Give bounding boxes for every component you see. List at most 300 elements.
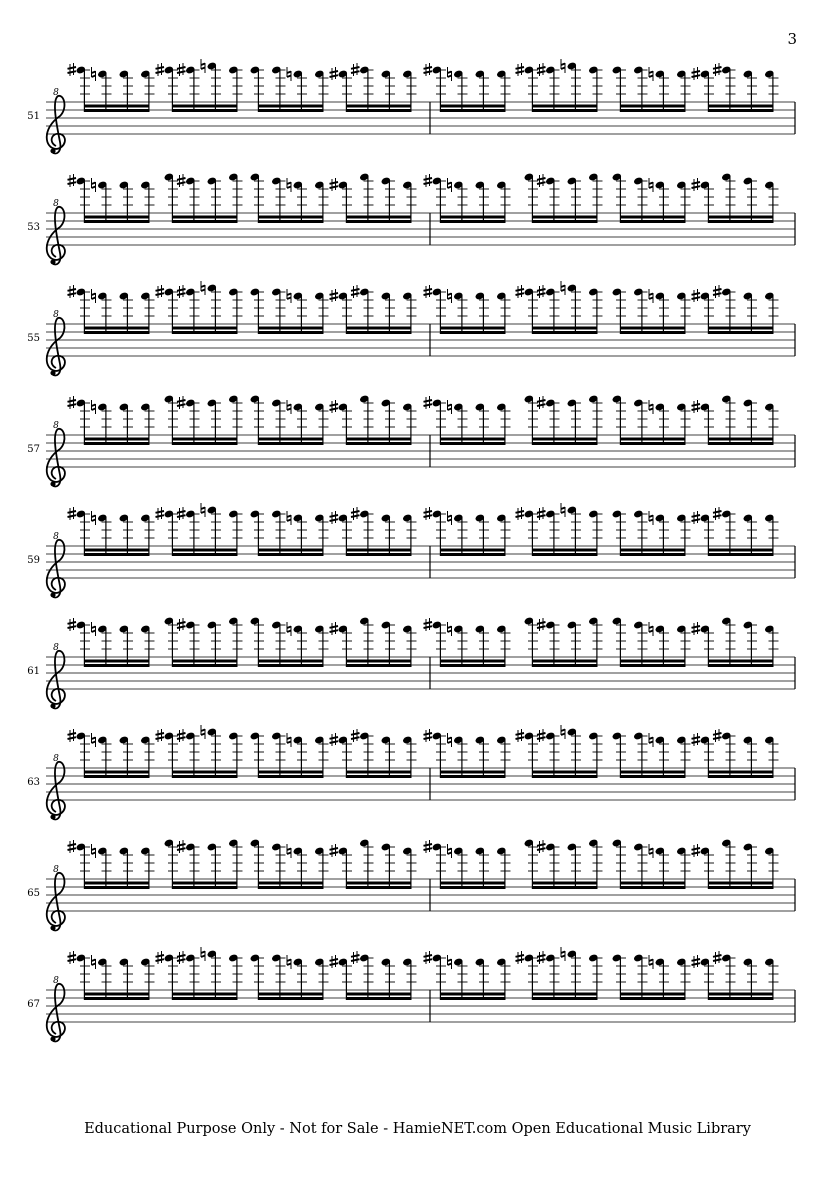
sharp-icon [351, 511, 360, 513]
sharp-icon [68, 515, 77, 517]
measure-number: 61 [27, 666, 40, 677]
sharp-icon [156, 733, 165, 735]
natural-icon [92, 405, 96, 407]
beam [258, 549, 323, 552]
beam [172, 442, 237, 445]
sharp-icon [177, 955, 186, 957]
beam [172, 660, 237, 663]
natural-icon [201, 68, 205, 70]
beam [620, 882, 685, 885]
sharp-icon [68, 848, 77, 850]
sharp-icon [156, 71, 165, 73]
natural-icon [649, 960, 653, 962]
natural-icon [448, 964, 452, 966]
sharp-icon [177, 67, 186, 69]
sharp-icon [692, 852, 701, 854]
beam [532, 216, 597, 219]
sharp-icon [537, 737, 546, 739]
sharp-icon [516, 67, 525, 69]
natural-icon [287, 183, 291, 185]
sharp-icon [424, 71, 433, 73]
natural-icon [92, 76, 96, 78]
natural-icon [448, 853, 452, 855]
beam [172, 771, 237, 774]
natural-icon [287, 405, 291, 407]
natural-icon [649, 405, 653, 407]
natural-icon [561, 286, 565, 288]
sharp-icon [351, 955, 360, 957]
beam [84, 109, 149, 112]
natural-icon [649, 520, 653, 522]
sharp-icon [330, 519, 339, 521]
sharp-icon [713, 293, 722, 295]
sharp-icon [537, 848, 546, 850]
sharp-icon [424, 178, 433, 180]
sharp-icon [330, 959, 339, 961]
sharp-icon [537, 400, 546, 402]
sharp-icon [156, 515, 165, 517]
natural-icon [201, 508, 205, 510]
beam [440, 331, 505, 334]
beam [708, 327, 773, 330]
sharp-icon [68, 737, 77, 739]
sharp-icon [177, 178, 186, 180]
ottava-label: 8 [53, 754, 59, 764]
natural-icon [649, 183, 653, 185]
sharp-icon [692, 630, 701, 632]
beam [258, 660, 323, 663]
beam [440, 993, 505, 996]
beam [620, 664, 685, 667]
sharp-icon [692, 182, 701, 184]
beam [258, 105, 323, 108]
natural-icon [448, 738, 452, 740]
natural-icon [561, 68, 565, 70]
beam [258, 442, 323, 445]
natural-icon [287, 294, 291, 296]
sharp-icon [537, 959, 546, 961]
sharp-icon [177, 400, 186, 402]
beam [172, 105, 237, 108]
natural-icon [201, 290, 205, 292]
sharp-icon [713, 733, 722, 735]
sharp-icon [156, 293, 165, 295]
natural-icon [649, 738, 653, 740]
beam [346, 775, 411, 778]
natural-icon [561, 512, 565, 514]
natural-icon [92, 72, 96, 74]
sharp-icon [424, 959, 433, 961]
measure-number: 57 [27, 444, 40, 455]
staff-system [27, 947, 795, 1042]
natural-icon [561, 64, 565, 66]
staff-system [27, 172, 795, 264]
sharp-icon [537, 71, 546, 73]
natural-icon [649, 627, 653, 629]
sharp-icon [537, 733, 546, 735]
natural-icon [448, 187, 452, 189]
beam [620, 216, 685, 219]
beam [532, 993, 597, 996]
beam [258, 997, 323, 1000]
natural-icon [201, 730, 205, 732]
measure-number: 65 [27, 888, 40, 899]
beam [346, 882, 411, 885]
beam [708, 216, 773, 219]
beam [440, 771, 505, 774]
sharp-icon [537, 844, 546, 846]
natural-icon [92, 738, 96, 740]
beam [346, 664, 411, 667]
sharp-icon [713, 737, 722, 739]
beam [84, 553, 149, 556]
sharp-icon [537, 178, 546, 180]
sharp-icon [177, 511, 186, 513]
treble-clef-icon [47, 207, 65, 265]
beam [258, 109, 323, 112]
sharp-icon [68, 400, 77, 402]
natural-icon [649, 298, 653, 300]
beam [708, 775, 773, 778]
sharp-icon [177, 182, 186, 184]
sharp-icon [537, 289, 546, 291]
beam [620, 886, 685, 889]
treble-clef-icon [50, 593, 55, 598]
beam [84, 442, 149, 445]
measure-number: 51 [27, 111, 40, 122]
beam [440, 882, 505, 885]
sharp-icon [424, 955, 433, 957]
natural-icon [649, 964, 653, 966]
beam [84, 105, 149, 108]
sharp-icon [177, 733, 186, 735]
beam [532, 660, 597, 663]
beam [346, 220, 411, 223]
treble-clef-icon [47, 540, 65, 598]
sharp-icon [692, 626, 701, 628]
sharp-icon [692, 848, 701, 850]
natural-icon [448, 294, 452, 296]
beam [84, 997, 149, 1000]
beam [258, 993, 323, 996]
beam [346, 442, 411, 445]
natural-icon [561, 508, 565, 510]
beam [532, 771, 597, 774]
beam [346, 771, 411, 774]
treble-clef-icon [50, 926, 55, 931]
beam [532, 438, 597, 441]
sharp-icon [330, 408, 339, 410]
sharp-icon [68, 733, 77, 735]
natural-icon [561, 290, 565, 292]
beam [620, 775, 685, 778]
natural-icon [649, 187, 653, 189]
sharp-icon [692, 408, 701, 410]
sharp-icon [330, 186, 339, 188]
beam [172, 664, 237, 667]
staff-system [27, 59, 795, 154]
beam [346, 105, 411, 108]
sharp-icon [537, 511, 546, 513]
sharp-icon [537, 626, 546, 628]
beam [440, 216, 505, 219]
treble-clef-icon [47, 318, 65, 376]
sharp-icon [713, 511, 722, 513]
beam [532, 331, 597, 334]
beam [84, 438, 149, 441]
sharp-icon [424, 293, 433, 295]
beam [84, 660, 149, 663]
sharp-icon [177, 293, 186, 295]
sharp-icon [156, 737, 165, 739]
natural-icon [287, 738, 291, 740]
natural-icon [561, 952, 565, 954]
beam [84, 331, 149, 334]
natural-icon [649, 631, 653, 633]
sharp-icon [68, 293, 77, 295]
sharp-icon [330, 741, 339, 743]
sharp-icon [692, 71, 701, 73]
beam [532, 997, 597, 1000]
sharp-icon [330, 737, 339, 739]
beam [708, 993, 773, 996]
staff-system [27, 725, 795, 820]
sharp-icon [156, 959, 165, 961]
sharp-icon [537, 67, 546, 69]
ottava-label: 8 [53, 643, 59, 653]
beam [620, 771, 685, 774]
sharp-icon [351, 733, 360, 735]
beam [532, 220, 597, 223]
sharp-icon [68, 71, 77, 73]
beam [172, 886, 237, 889]
beam [258, 882, 323, 885]
beam [172, 775, 237, 778]
staff-system [27, 503, 795, 598]
beam [440, 886, 505, 889]
beam [346, 109, 411, 112]
treble-clef-icon [47, 762, 65, 820]
treble-clef-icon [50, 704, 55, 709]
beam [708, 105, 773, 108]
beam [84, 549, 149, 552]
sharp-icon [330, 963, 339, 965]
beam [708, 553, 773, 556]
sharp-icon [330, 404, 339, 406]
sharp-icon [537, 955, 546, 957]
beam [440, 997, 505, 1000]
treble-clef-icon [47, 984, 65, 1042]
beam [532, 664, 597, 667]
beam [258, 886, 323, 889]
sharp-icon [692, 404, 701, 406]
sharp-icon [537, 515, 546, 517]
natural-icon [92, 516, 96, 518]
natural-icon [287, 964, 291, 966]
sharp-icon [713, 959, 722, 961]
treble-clef-icon [47, 651, 65, 709]
staff-system [27, 394, 795, 486]
sharp-icon [713, 289, 722, 291]
treble-clef-icon [47, 96, 65, 154]
beam [620, 109, 685, 112]
sharp-icon [351, 959, 360, 961]
beam [258, 438, 323, 441]
beam [258, 216, 323, 219]
footer-copyright: Educational Purpose Only - Not for Sale - HamieNET.com Open Educational Music Library [84, 1121, 751, 1137]
natural-icon [92, 627, 96, 629]
sharp-icon [351, 737, 360, 739]
sharp-icon [537, 293, 546, 295]
natural-icon [448, 72, 452, 74]
natural-icon [287, 409, 291, 411]
natural-icon [287, 631, 291, 633]
beam [172, 993, 237, 996]
sharp-icon [692, 297, 701, 299]
beam [346, 886, 411, 889]
beam [84, 882, 149, 885]
natural-icon [92, 849, 96, 851]
beam [346, 660, 411, 663]
sharp-icon [537, 182, 546, 184]
sharp-icon [177, 622, 186, 624]
natural-icon [649, 853, 653, 855]
sharp-icon [330, 297, 339, 299]
natural-icon [201, 286, 205, 288]
beam [620, 993, 685, 996]
natural-icon [561, 734, 565, 736]
sharp-icon [68, 178, 77, 180]
beam [172, 438, 237, 441]
beam [346, 327, 411, 330]
beam [258, 771, 323, 774]
beam [440, 664, 505, 667]
beam [532, 886, 597, 889]
beam [708, 438, 773, 441]
ottava-label: 8 [53, 199, 59, 209]
beam [620, 660, 685, 663]
natural-icon [649, 294, 653, 296]
beam [258, 220, 323, 223]
sharp-icon [692, 963, 701, 965]
beam [708, 331, 773, 334]
treble-clef-icon [50, 260, 55, 265]
beam [258, 553, 323, 556]
beam [84, 775, 149, 778]
sharp-icon [68, 511, 77, 513]
natural-icon [448, 631, 452, 633]
beam [84, 216, 149, 219]
natural-icon [448, 183, 452, 185]
natural-icon [649, 516, 653, 518]
treble-clef-icon [47, 429, 65, 487]
sharp-icon [516, 71, 525, 73]
sharp-icon [68, 844, 77, 846]
sharp-icon [424, 404, 433, 406]
sharp-icon [692, 959, 701, 961]
natural-icon [92, 742, 96, 744]
natural-icon [92, 631, 96, 633]
natural-icon [448, 409, 452, 411]
natural-icon [287, 849, 291, 851]
natural-icon [92, 298, 96, 300]
sharp-icon [351, 293, 360, 295]
beam [532, 553, 597, 556]
beam [708, 220, 773, 223]
sharp-icon [516, 289, 525, 291]
ottava-label: 8 [53, 865, 59, 875]
natural-icon [287, 960, 291, 962]
natural-icon [92, 183, 96, 185]
sharp-icon [424, 733, 433, 735]
sharp-icon [692, 737, 701, 739]
sharp-icon [156, 67, 165, 69]
sharp-icon [516, 737, 525, 739]
beam [346, 993, 411, 996]
sharp-icon [516, 515, 525, 517]
measure-number: 55 [27, 333, 40, 344]
sharp-icon [351, 515, 360, 517]
sharp-icon [424, 511, 433, 513]
ottava-label: 8 [53, 976, 59, 986]
sharp-icon [537, 404, 546, 406]
sharp-icon [516, 293, 525, 295]
natural-icon [201, 64, 205, 66]
sharp-icon [713, 67, 722, 69]
measure-number: 63 [27, 777, 40, 788]
natural-icon [287, 72, 291, 74]
beam [258, 664, 323, 667]
beam [172, 220, 237, 223]
natural-icon [287, 516, 291, 518]
beam [708, 771, 773, 774]
measure-number: 59 [27, 555, 40, 566]
beam [440, 660, 505, 663]
natural-icon [649, 742, 653, 744]
beam [532, 549, 597, 552]
beam [84, 771, 149, 774]
beam [708, 664, 773, 667]
beam [708, 549, 773, 552]
sharp-icon [177, 737, 186, 739]
staff-system [27, 281, 795, 376]
natural-icon [448, 849, 452, 851]
beam [346, 438, 411, 441]
natural-icon [92, 960, 96, 962]
sharp-icon [177, 626, 186, 628]
beam [258, 775, 323, 778]
treble-clef-icon [50, 815, 55, 820]
beam [708, 882, 773, 885]
treble-clef-icon [50, 482, 55, 487]
natural-icon [649, 409, 653, 411]
sharp-icon [177, 515, 186, 517]
beam [532, 442, 597, 445]
sharp-icon [177, 959, 186, 961]
beam [532, 775, 597, 778]
ottava-label: 8 [53, 421, 59, 431]
sharp-icon [68, 626, 77, 628]
sharp-icon [351, 67, 360, 69]
ottava-label: 8 [53, 532, 59, 542]
sharp-icon [177, 289, 186, 291]
beam [172, 549, 237, 552]
sharp-icon [351, 289, 360, 291]
beam [172, 553, 237, 556]
beam [440, 109, 505, 112]
natural-icon [448, 742, 452, 744]
natural-icon [201, 956, 205, 958]
